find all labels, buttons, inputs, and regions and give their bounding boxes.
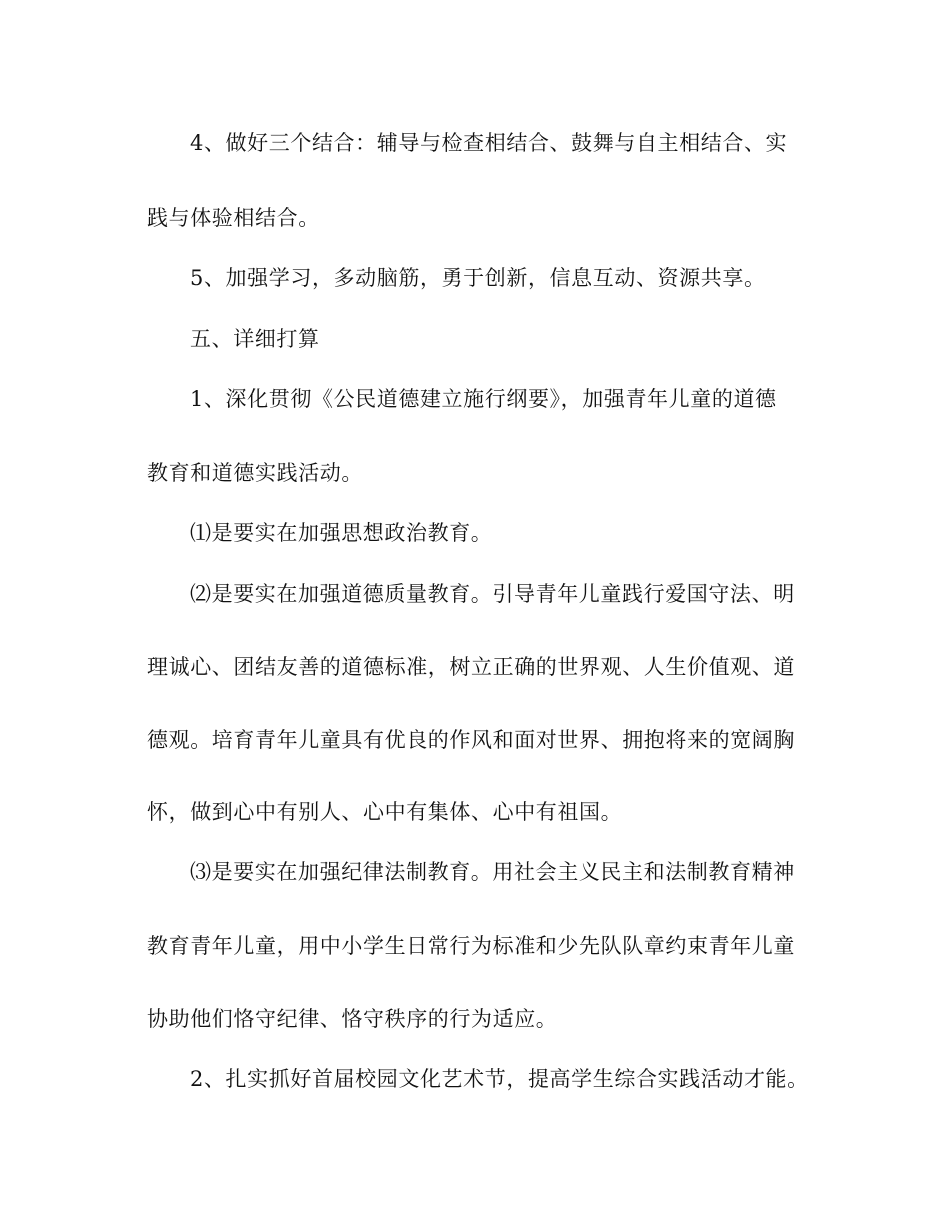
text-line: 怀，做到心中有别人、心中有集体、心中有祖国。 xyxy=(147,800,623,824)
text-line: 协助他们恪守纪律、恪守秩序的行为适应。 xyxy=(147,1007,558,1031)
text-line: 4、做好三个结合：辅导与检查相结合、鼓舞与自主相结合、实 xyxy=(190,131,788,155)
section-heading: 五、详细打算 xyxy=(190,327,320,351)
text-line: ⑶是要实在加强纪律法制教育。用社会主义民主和法制教育精神 xyxy=(190,860,795,884)
text-line: 5、加强学习，多动脑筋，勇于创新，信息互动、资源共享。 xyxy=(190,266,766,290)
text-line: 1、深化贯彻《公民道德建立施行纲要》，加强青年儿童的道德 xyxy=(190,387,777,411)
text-line: ⑴是要实在加强思想政治教育。 xyxy=(190,521,493,545)
text-line: 教育和道德实践活动。 xyxy=(147,461,363,485)
text-line: 理诚心、团结友善的道德标准，树立正确的世界观、人生价值观、道 xyxy=(147,655,795,679)
text-line: 德观。培育青年儿童具有优良的作风和面对世界、拥抱将来的宽阔胸 xyxy=(147,728,795,752)
text-line: ⑵是要实在加强道德质量教育。引导青年儿童践行爱国守法、明 xyxy=(190,582,795,606)
text-line: 教育青年儿童，用中小学生日常行为标准和少先队队章约束青年儿童 xyxy=(147,934,795,958)
text-line: 践与体验相结合。 xyxy=(147,206,320,230)
text-line: 2、扎实抓好首届校园文化艺术节，提高学生综合实践活动才能。 xyxy=(190,1067,809,1091)
